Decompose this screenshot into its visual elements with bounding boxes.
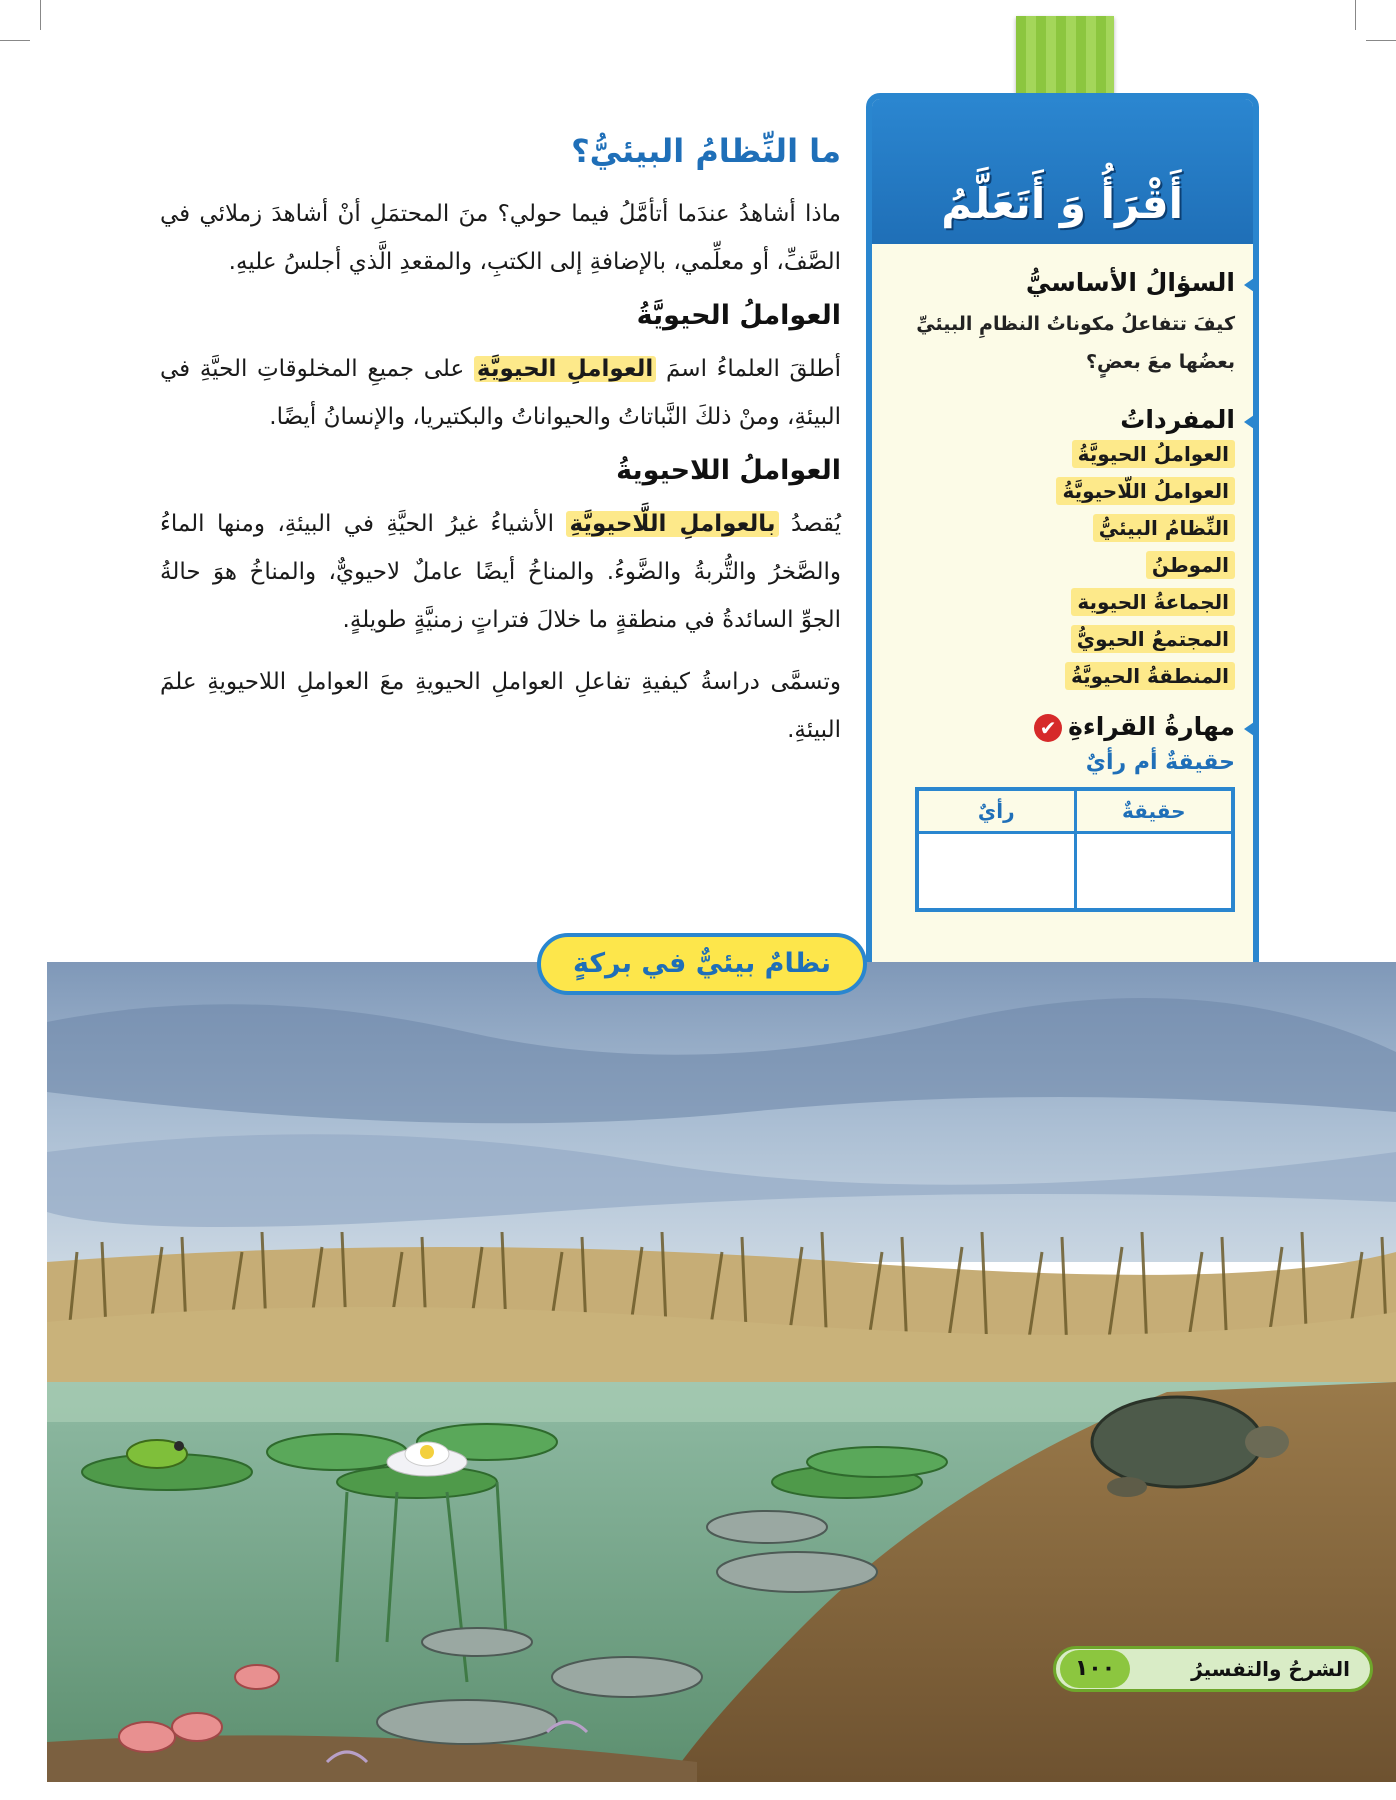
intro-paragraph: ماذا أشاهدُ عندَما أتأمَّلُ فيما حولي؟ منَ المحتمَلِ أنْ أشاهدَ زملائي في الصَّفِّ، أو معلِّمي، بالإضافةِ إلى الكتبِ، والمقعدِ الَّذي أجلسُ عليهِ. — [160, 201, 841, 275]
frog — [127, 1440, 187, 1468]
essential-question-heading — [890, 268, 1235, 297]
biotic-heading: العواملُ الحيويَّةُ — [636, 300, 841, 331]
abiotic-term-highlight: بالعواملِ اللَّاحيويَّةِ — [566, 511, 778, 537]
biotic-text-start: أطلقَ العلماءُ اسمَ — [656, 356, 842, 382]
scene-label: نظامٌ بيئيٌّ في بركةٍ — [537, 933, 867, 995]
vocab-term: الموطنُ — [1146, 551, 1235, 579]
vocab-item — [890, 553, 1235, 577]
panel-title: أَقْرَأُ وَ أَتَعَلَّمُ — [941, 179, 1183, 228]
section-title: ما النِّظامُ البيئيُّ؟ — [571, 132, 841, 170]
crop-mark — [1366, 40, 1396, 41]
biotic-text-end: على جميعِ المخلوقاتِ الحيَّةِ في البيئةِ، ومنْ ذلكَ النَّباتاتُ والحيواناتُ والبكتيريا، والإنسانُ أيضًا. — [160, 356, 841, 430]
vocab-list — [890, 442, 1235, 688]
abiotic-paragraph — [160, 500, 841, 644]
abiotic-text-start: يُقصدُ — [778, 511, 841, 537]
vocab-item — [890, 627, 1235, 651]
vocab-term: العواملُ اللّاحيويَّةُ — [1056, 477, 1235, 505]
reading-skill-heading — [890, 712, 1235, 742]
crop-mark — [40, 0, 41, 30]
vocab-item — [890, 442, 1235, 466]
abiotic-heading: العواملُ اللاحيويةُ — [616, 455, 841, 486]
page-number: ١٠٠ — [1060, 1650, 1130, 1688]
pointer-arrow-icon — [1244, 276, 1257, 294]
vocab-term: العواملُ الحيويَّةُ — [1072, 440, 1235, 468]
vocab-item — [890, 479, 1235, 503]
crop-mark — [1355, 0, 1356, 30]
fact-cell — [1075, 833, 1233, 911]
vocab-term: الجماعةُ الحيوية — [1071, 588, 1235, 616]
lily-pad — [267, 1434, 407, 1470]
biotic-term-highlight: العواملِ الحيويَّةِ — [474, 356, 656, 382]
lily-pad — [807, 1447, 947, 1477]
vocab-term: المنطقةُ الحيويَّةُ — [1065, 662, 1235, 690]
essential-question: كيفَ تتفاعلُ مكوناتُ النظامِ البيئيِّ بعضُها معَ بعضٍ؟ — [916, 313, 1235, 373]
footer-section-label: الشرحُ والتفسيرُ — [1191, 1657, 1350, 1681]
panel-header — [872, 99, 1253, 244]
vocab-term: المجتمعُ الحيويُّ — [1071, 625, 1235, 653]
vocab-item — [890, 516, 1235, 540]
vocab-item — [890, 590, 1235, 614]
fact-opinion-table — [915, 787, 1235, 912]
reading-skill-heading-text: مهارةُ القراءةِ — [1068, 712, 1235, 741]
main-text-column — [160, 120, 841, 768]
vocab-heading-text: المفرداتُ — [1120, 405, 1235, 434]
pointer-arrow-icon — [1244, 720, 1257, 738]
opinion-column-header: رأيٌ — [917, 789, 1075, 833]
vocab-heading — [890, 405, 1235, 434]
ecology-paragraph: وتسمَّى دراسةُ كيفيةِ تفاعلِ العواملِ الحيويةِ معَ العواملِ اللاحيويةِ علمَ البيئةِ. — [160, 669, 841, 743]
vocab-item — [890, 664, 1235, 688]
fact-column-header: حقيقةٌ — [1075, 789, 1233, 833]
pointer-arrow-icon — [1244, 413, 1257, 431]
checkmark-icon: ✔ — [1034, 714, 1062, 742]
read-learn-panel — [866, 93, 1259, 1025]
crop-mark — [0, 40, 30, 41]
vocab-term: النِّظامُ البيئيُّ — [1093, 514, 1235, 542]
biotic-paragraph — [160, 345, 841, 441]
essential-question-heading-text: السؤالُ الأساسيُّ — [1025, 268, 1235, 297]
abiotic-text-end: الأشياءُ غيرُ الحيَّةِ في البيئةِ، ومنها الماءُ والصَّخرُ والتُّربةُ والضَّوءُ. والمناخُ أيضًا عاملٌ لاحيويٌّ، والمناخُ هوَ حالةُ الجوِّ السائدةُ في منطقةٍ ما خلالَ فتراتٍ زمنيَّةٍ طويلةٍ. — [160, 511, 841, 633]
reading-skill-name: حقيقةٌ أم رأيٌ — [1085, 750, 1235, 775]
opinion-cell — [917, 833, 1075, 911]
